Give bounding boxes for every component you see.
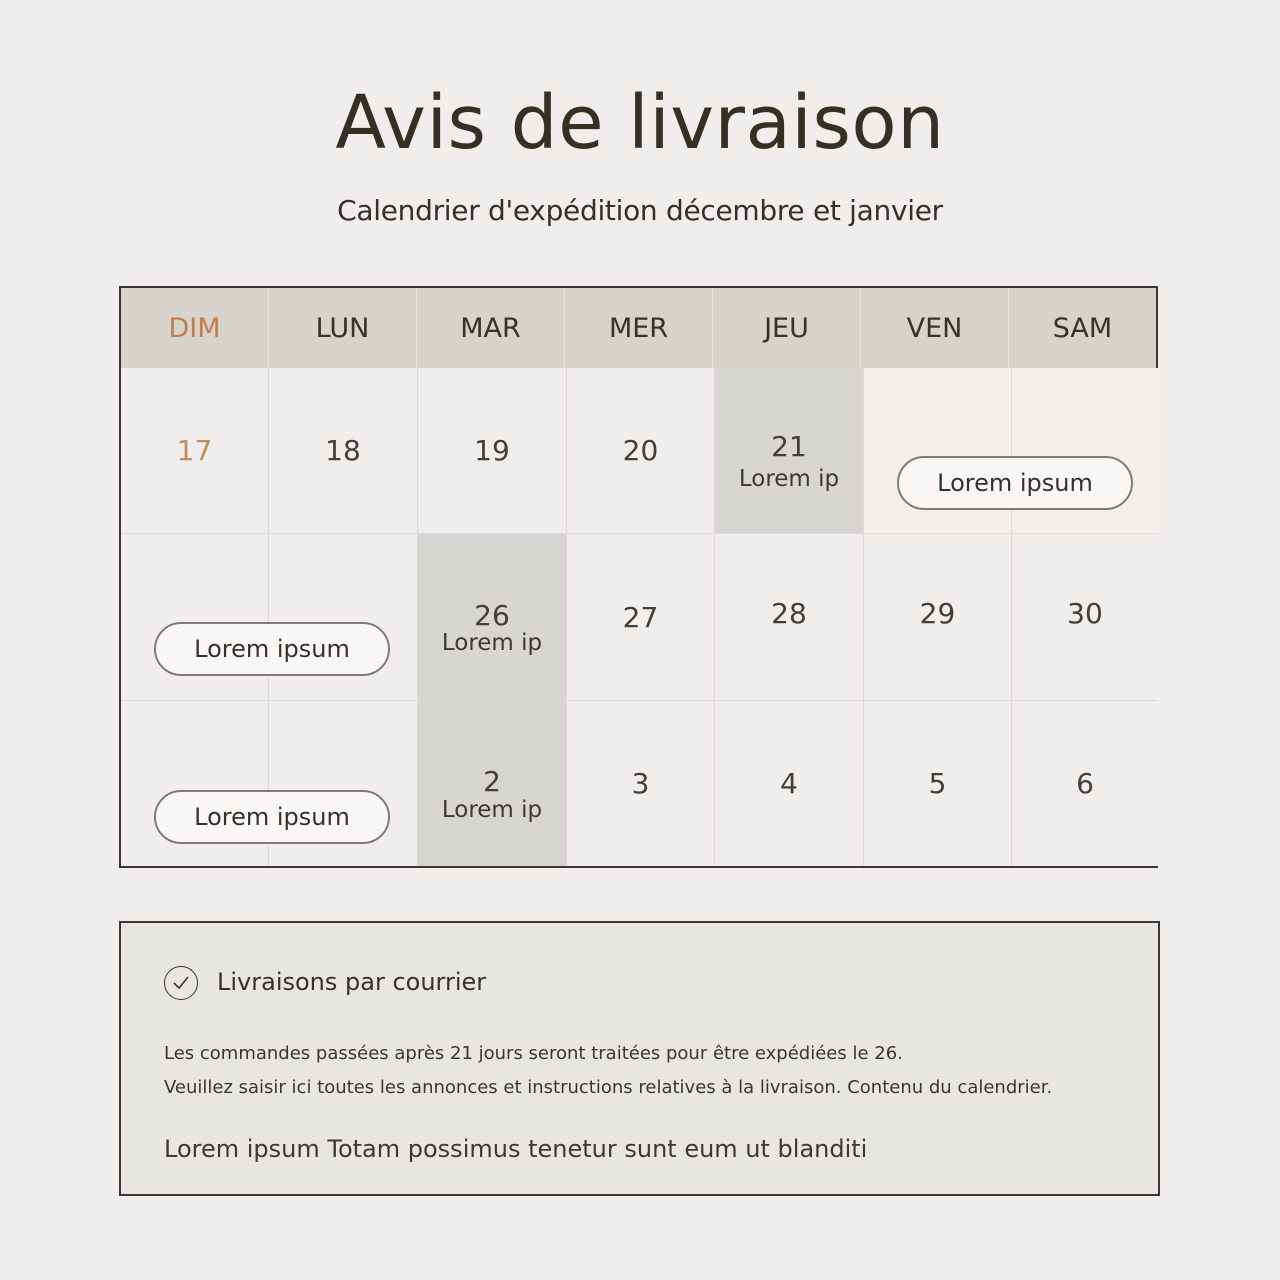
day-number: 29	[919, 596, 956, 630]
info-text-line: Les commandes passées après 21 jours seront traitées pour être expédiées le 26.	[164, 1043, 903, 1064]
info-text-line: Veuillez saisir ici toutes les annonces et instructions relatives à la livraison. Contenu du calendrier.	[164, 1077, 1053, 1098]
day-number: 21	[771, 430, 807, 463]
check-circle-icon	[164, 966, 198, 1000]
weekday-fri: VEN	[861, 288, 1009, 368]
day-number: 19	[474, 434, 510, 467]
weekday-header	[121, 288, 1156, 370]
day-number: 2	[483, 765, 501, 798]
weekday-sat: SAM	[1052, 312, 1113, 344]
weekday-tue: MAR	[417, 288, 565, 368]
day-cell[interactable]	[567, 368, 715, 534]
day-number: 6	[1076, 767, 1094, 800]
weekday-mon: LUN	[269, 288, 417, 368]
info-footer-text: Lorem ipsum Totam possimus tenetur sunt eum ut blanditi	[164, 1135, 868, 1163]
day-event-label: Lorem ip	[738, 466, 840, 492]
day-cell[interactable]	[715, 701, 864, 866]
day-number: 17	[176, 434, 213, 467]
page-subtitle: Calendrier d'expédition décembre et janvier	[337, 194, 943, 227]
day-cell[interactable]	[567, 534, 715, 701]
event-pill-button[interactable]: Lorem ipsum	[154, 790, 390, 844]
day-cell-highlighted[interactable]	[418, 534, 567, 701]
shipping-calendar	[119, 286, 1158, 868]
info-title: Livraisons par courrier	[217, 968, 487, 996]
day-number: 4	[780, 767, 798, 800]
day-cell[interactable]	[715, 534, 864, 701]
day-number: 18	[325, 434, 361, 467]
weekday-thu: JEU	[713, 288, 861, 368]
day-number: 26	[474, 598, 510, 632]
page-title: Avis de livraison	[335, 80, 945, 166]
event-pill-button[interactable]: Lorem ipsum	[154, 622, 390, 676]
day-cell[interactable]	[567, 701, 715, 866]
day-event-label: Lorem ip	[441, 797, 543, 823]
day-cell[interactable]	[864, 534, 1012, 701]
day-number: 27	[622, 600, 659, 634]
event-pill-button[interactable]: Lorem ipsum	[897, 456, 1133, 510]
day-cell[interactable]	[121, 368, 269, 534]
weekday-wed: MER	[565, 288, 713, 368]
day-cell[interactable]	[418, 368, 567, 534]
day-cell-highlighted[interactable]	[418, 701, 567, 866]
day-number: 28	[771, 596, 807, 630]
delivery-info-panel	[119, 921, 1160, 1196]
day-cell-highlighted[interactable]	[715, 368, 864, 534]
weekday-sun: DIM	[121, 288, 269, 368]
day-number: 20	[622, 434, 659, 467]
day-cell[interactable]	[1012, 534, 1158, 701]
day-number: 5	[928, 767, 947, 800]
day-cell[interactable]	[1012, 701, 1158, 866]
day-cell[interactable]	[269, 368, 418, 534]
day-number: 30	[1067, 596, 1103, 630]
day-cell[interactable]	[864, 701, 1012, 866]
day-event-label: Lorem ip	[441, 630, 543, 656]
day-number: 3	[631, 767, 650, 800]
